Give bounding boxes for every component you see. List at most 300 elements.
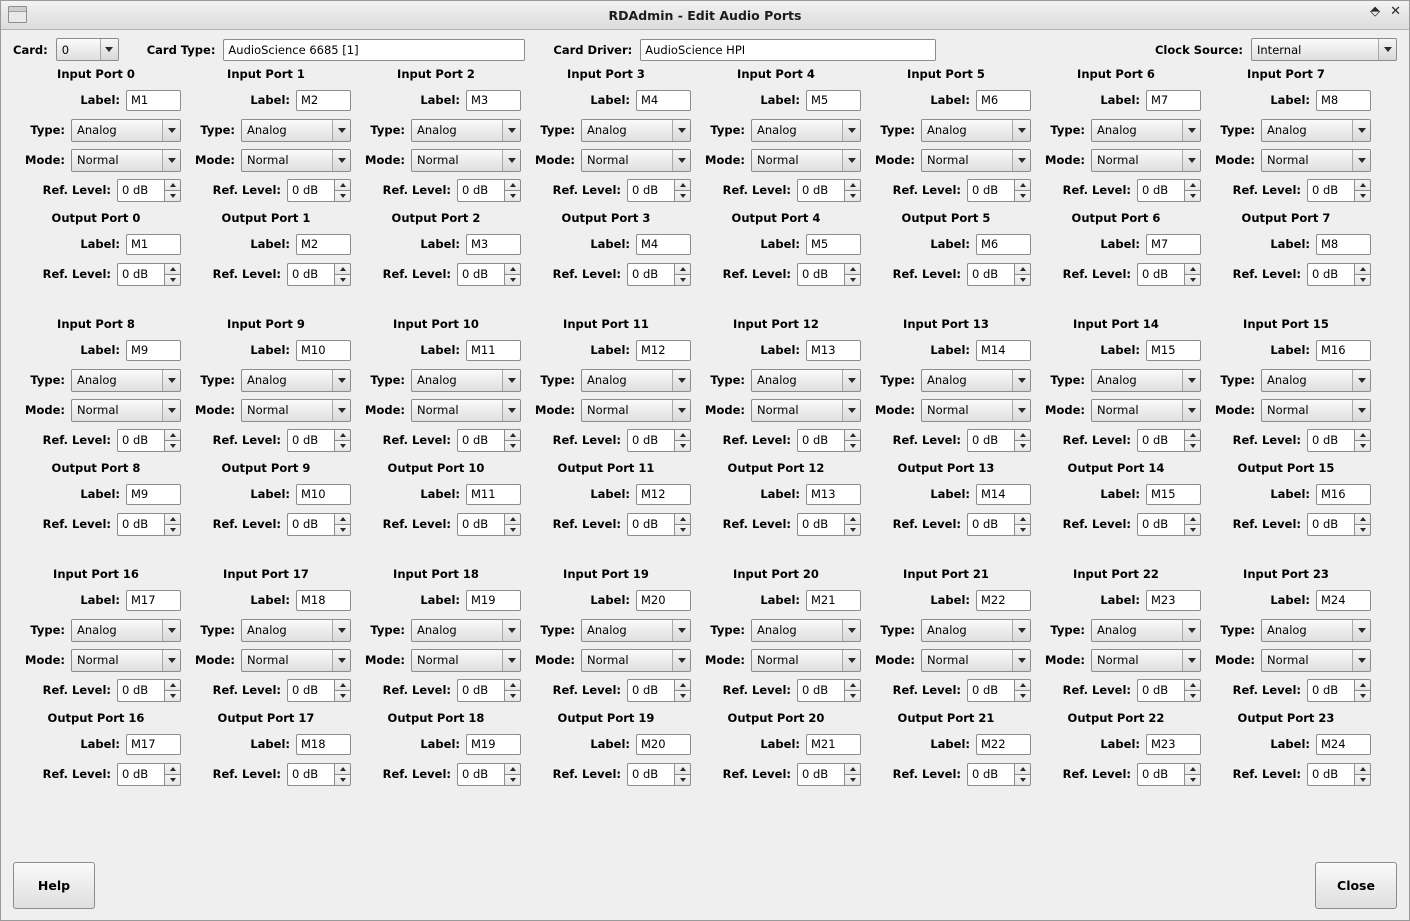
output-ref-level-stepper[interactable] <box>1307 763 1371 786</box>
card-select-value: 0 <box>61 42 70 57</box>
input-ref-level-stepper[interactable] <box>117 679 181 702</box>
input-mode-select[interactable] <box>71 149 181 172</box>
label-caption: Label: <box>250 737 290 751</box>
spinner-down-icon[interactable] <box>1184 190 1201 202</box>
output-ref-level-stepper[interactable] <box>287 263 351 286</box>
spinner-up-icon[interactable] <box>844 263 861 275</box>
spinner-down-icon[interactable] <box>1184 774 1201 786</box>
close-button[interactable]: Close <box>1315 862 1397 909</box>
card-type-input[interactable] <box>223 39 525 61</box>
spinner-up-icon[interactable] <box>1014 513 1031 525</box>
spinner-up-icon[interactable] <box>504 763 521 775</box>
input-label-input[interactable] <box>806 90 861 111</box>
output-label-input[interactable] <box>806 234 861 255</box>
output-ref-level-stepper[interactable] <box>627 513 691 536</box>
ref-level-caption: Ref. Level: <box>382 517 451 531</box>
input-ref-level-stepper-value: 0 dB <box>967 429 1014 452</box>
spinner-up-icon[interactable] <box>334 679 351 691</box>
input-type-select[interactable] <box>1261 619 1371 642</box>
spinner-up-icon[interactable] <box>1184 179 1201 191</box>
input-mode-select[interactable] <box>581 649 691 672</box>
input-mode-select[interactable] <box>1261 149 1371 172</box>
input-label-input[interactable] <box>636 340 691 361</box>
input-mode-select[interactable] <box>1091 649 1201 672</box>
spinner-down-icon[interactable] <box>674 440 691 452</box>
spinner-down-icon[interactable] <box>164 524 181 536</box>
output-ref-level-stepper[interactable] <box>797 263 861 286</box>
spinner-up-icon[interactable] <box>1354 429 1371 441</box>
output-ref-level-field <box>691 759 861 789</box>
spinner-up-icon[interactable] <box>1014 763 1031 775</box>
output-label-input[interactable] <box>1316 234 1371 255</box>
spinner-down-icon[interactable] <box>1014 690 1031 702</box>
spinner-up-icon[interactable] <box>164 263 181 275</box>
output-ref-level-stepper[interactable] <box>1307 263 1371 286</box>
output-label-input[interactable] <box>636 234 691 255</box>
output-label-input[interactable] <box>296 234 351 255</box>
output-label-input[interactable] <box>636 734 691 755</box>
input-type-select[interactable] <box>581 119 691 142</box>
input-type-select[interactable] <box>1091 119 1201 142</box>
input-ref-level-stepper[interactable] <box>797 179 861 202</box>
spinner-up-icon[interactable] <box>504 179 521 191</box>
output-label-input[interactable] <box>126 234 181 255</box>
spinner-up-icon[interactable] <box>674 179 691 191</box>
output-ref-level-stepper[interactable] <box>967 763 1031 786</box>
output-label-input[interactable] <box>976 734 1031 755</box>
output-label-input[interactable] <box>1316 734 1371 755</box>
input-type-select[interactable] <box>581 619 691 642</box>
spinner-down-icon[interactable] <box>1014 440 1031 452</box>
output-label-input[interactable] <box>1316 484 1371 505</box>
spinner-down-icon[interactable] <box>504 690 521 702</box>
input-ref-level-stepper[interactable] <box>117 429 181 452</box>
output-ref-level-stepper[interactable] <box>967 513 1031 536</box>
input-mode-select[interactable] <box>411 149 521 172</box>
input-ref-level-stepper[interactable] <box>287 429 351 452</box>
output-label-input[interactable] <box>636 484 691 505</box>
spinner-down-icon[interactable] <box>334 440 351 452</box>
input-type-field <box>691 365 861 395</box>
input-ref-level-stepper[interactable] <box>967 679 1031 702</box>
input-mode-select[interactable] <box>581 149 691 172</box>
input-mode-select[interactable] <box>411 649 521 672</box>
spinner-up-icon[interactable] <box>1014 429 1031 441</box>
spinner-up-icon[interactable] <box>334 513 351 525</box>
input-label-input[interactable] <box>126 590 181 611</box>
input-mode-select[interactable] <box>921 149 1031 172</box>
spinner-up-icon[interactable] <box>1184 513 1201 525</box>
spinner-down-icon[interactable] <box>164 274 181 286</box>
output-label-input[interactable] <box>466 234 521 255</box>
input-ref-level-stepper[interactable] <box>967 429 1031 452</box>
spinner-down-icon[interactable] <box>504 190 521 202</box>
spinner-down-icon[interactable] <box>674 190 691 202</box>
input-ref-level-stepper-buttons <box>1014 429 1031 452</box>
spinner-down-icon[interactable] <box>674 274 691 286</box>
output-port-title: Output Port 9 <box>221 461 311 475</box>
spinner-up-icon[interactable] <box>844 763 861 775</box>
output-label-input[interactable] <box>976 484 1031 505</box>
input-type-select[interactable] <box>751 119 861 142</box>
input-type-select[interactable] <box>71 619 181 642</box>
spinner-down-icon[interactable] <box>844 524 861 536</box>
input-mode-select[interactable] <box>921 649 1031 672</box>
card-driver-input[interactable] <box>640 39 936 61</box>
input-label-input[interactable] <box>1146 90 1201 111</box>
input-type-select[interactable] <box>411 369 521 392</box>
input-label-input[interactable] <box>296 90 351 111</box>
output-label-field <box>1201 229 1371 259</box>
spinner-up-icon[interactable] <box>844 679 861 691</box>
ref-level-caption: Ref. Level: <box>552 517 621 531</box>
output-ref-level-stepper[interactable] <box>1137 263 1201 286</box>
output-ref-level-stepper[interactable] <box>117 513 181 536</box>
spinner-down-icon[interactable] <box>1354 690 1371 702</box>
spinner-down-icon[interactable] <box>1354 274 1371 286</box>
spinner-up-icon[interactable] <box>1354 679 1371 691</box>
input-mode-select[interactable] <box>71 649 181 672</box>
spinner-down-icon[interactable] <box>504 274 521 286</box>
mode-caption: Mode: <box>365 153 405 167</box>
spinner-up-icon[interactable] <box>674 679 691 691</box>
input-type-select[interactable] <box>1261 119 1371 142</box>
input-mode-select[interactable] <box>411 399 521 422</box>
output-port-title: Output Port 23 <box>1237 711 1335 725</box>
spinner-up-icon[interactable] <box>164 763 181 775</box>
input-mode-select[interactable] <box>71 399 181 422</box>
spinner-up-icon[interactable] <box>504 429 521 441</box>
input-type-select[interactable] <box>921 119 1031 142</box>
spinner-down-icon[interactable] <box>1184 524 1201 536</box>
input-mode-field <box>11 145 181 175</box>
spinner-up-icon[interactable] <box>164 513 181 525</box>
spinner-up-icon[interactable] <box>1184 263 1201 275</box>
ref-level-caption: Ref. Level: <box>892 767 961 781</box>
input-label-input[interactable] <box>1316 90 1371 111</box>
input-type-select[interactable] <box>1091 619 1201 642</box>
output-ref-level-stepper[interactable] <box>797 763 861 786</box>
input-type-select-value: Analog <box>77 623 117 637</box>
input-label-input[interactable] <box>466 590 521 611</box>
input-ref-level-stepper[interactable] <box>117 179 181 202</box>
input-type-select[interactable] <box>411 119 521 142</box>
output-ref-level-stepper[interactable] <box>117 263 181 286</box>
input-port-title: Input Port 1 <box>227 67 305 81</box>
input-mode-field <box>521 395 691 425</box>
input-label-input[interactable] <box>1146 340 1201 361</box>
input-ref-level-stepper-value: 0 dB <box>117 429 164 452</box>
ref-level-caption: Ref. Level: <box>382 267 451 281</box>
input-type-select[interactable] <box>581 369 691 392</box>
spinner-up-icon[interactable] <box>674 763 691 775</box>
maximize-icon[interactable]: ⬘ <box>1370 4 1381 19</box>
spinner-up-icon[interactable] <box>164 179 181 191</box>
output-port-cell <box>861 211 1031 289</box>
ref-level-caption: Ref. Level: <box>892 267 961 281</box>
input-ref-level-stepper[interactable] <box>1137 429 1201 452</box>
input-type-select[interactable] <box>241 369 351 392</box>
input-mode-select[interactable] <box>751 399 861 422</box>
input-ref-level-stepper[interactable] <box>1137 179 1201 202</box>
output-ref-level-stepper[interactable] <box>967 263 1031 286</box>
spinner-down-icon[interactable] <box>844 774 861 786</box>
input-ref-level-stepper[interactable] <box>797 429 861 452</box>
input-type-select[interactable] <box>751 619 861 642</box>
input-label-field <box>1201 335 1371 365</box>
spinner-up-icon[interactable] <box>164 429 181 441</box>
input-mode-select[interactable] <box>1091 149 1201 172</box>
input-type-select[interactable] <box>71 369 181 392</box>
output-ref-level-stepper[interactable] <box>287 513 351 536</box>
output-ref-level-stepper[interactable] <box>457 513 521 536</box>
spinner-down-icon[interactable] <box>844 190 861 202</box>
spinner-down-icon[interactable] <box>1354 440 1371 452</box>
spinner-down-icon[interactable] <box>674 690 691 702</box>
spinner-down-icon[interactable] <box>844 690 861 702</box>
label-caption: Label: <box>1270 343 1310 357</box>
spinner-down-icon[interactable] <box>1014 274 1031 286</box>
spinner-down-icon[interactable] <box>1184 690 1201 702</box>
spinner-up-icon[interactable] <box>334 263 351 275</box>
input-mode-select[interactable] <box>1091 399 1201 422</box>
input-ref-level-stepper[interactable] <box>627 429 691 452</box>
spinner-up-icon[interactable] <box>844 429 861 441</box>
spinner-up-icon[interactable] <box>504 513 521 525</box>
label-caption: Label: <box>930 593 970 607</box>
input-port-block <box>11 567 1399 705</box>
chevron-down-icon <box>1352 400 1370 421</box>
input-type-select[interactable] <box>241 619 351 642</box>
output-ref-level-stepper[interactable] <box>627 763 691 786</box>
input-ref-level-stepper[interactable] <box>1307 179 1371 202</box>
output-ref-level-stepper[interactable] <box>1137 513 1201 536</box>
input-label-input[interactable] <box>636 90 691 111</box>
spinner-up-icon[interactable] <box>1014 179 1031 191</box>
spinner-up-icon[interactable] <box>1354 763 1371 775</box>
output-label-input[interactable] <box>296 734 351 755</box>
input-mode-select[interactable] <box>241 649 351 672</box>
spinner-up-icon[interactable] <box>1014 679 1031 691</box>
output-ref-level-stepper[interactable] <box>287 763 351 786</box>
output-label-input[interactable] <box>806 484 861 505</box>
input-label-input[interactable] <box>976 90 1031 111</box>
output-ref-level-stepper[interactable] <box>117 763 181 786</box>
input-ref-level-stepper[interactable] <box>287 679 351 702</box>
output-label-field <box>351 479 521 509</box>
output-label-field <box>351 729 521 759</box>
spinner-down-icon[interactable] <box>1014 524 1031 536</box>
output-label-input[interactable] <box>466 484 521 505</box>
output-ref-level-stepper[interactable] <box>627 263 691 286</box>
spinner-up-icon[interactable] <box>844 513 861 525</box>
spinner-up-icon[interactable] <box>1184 429 1201 441</box>
spinner-down-icon[interactable] <box>844 274 861 286</box>
label-caption: Label: <box>420 737 460 751</box>
spinner-down-icon[interactable] <box>334 190 351 202</box>
output-label-input[interactable] <box>296 484 351 505</box>
input-port-cell <box>861 567 1031 705</box>
ref-level-caption: Ref. Level: <box>1232 517 1301 531</box>
input-port-cell <box>691 567 861 705</box>
spinner-down-icon[interactable] <box>164 774 181 786</box>
help-button[interactable]: Help <box>13 862 95 909</box>
spinner-down-icon[interactable] <box>504 524 521 536</box>
input-ref-level-stepper[interactable] <box>627 679 691 702</box>
ref-level-caption: Ref. Level: <box>212 767 281 781</box>
output-label-input[interactable] <box>126 734 181 755</box>
output-label-input[interactable] <box>466 734 521 755</box>
input-ref-level-stepper-buttons <box>844 179 861 202</box>
card-select[interactable] <box>56 38 119 61</box>
output-ref-level-stepper[interactable] <box>1307 513 1371 536</box>
spinner-down-icon[interactable] <box>164 690 181 702</box>
input-type-select[interactable] <box>71 119 181 142</box>
input-label-input[interactable] <box>636 590 691 611</box>
spinner-down-icon[interactable] <box>504 774 521 786</box>
input-label-input[interactable] <box>806 340 861 361</box>
input-label-input[interactable] <box>1316 590 1371 611</box>
output-label-input[interactable] <box>1146 234 1201 255</box>
spinner-down-icon[interactable] <box>844 440 861 452</box>
input-type-select[interactable] <box>1091 369 1201 392</box>
spinner-down-icon[interactable] <box>334 774 351 786</box>
spinner-down-icon[interactable] <box>674 774 691 786</box>
input-label-input[interactable] <box>806 590 861 611</box>
spinner-up-icon[interactable] <box>504 679 521 691</box>
spinner-down-icon[interactable] <box>164 440 181 452</box>
chevron-down-icon <box>332 120 350 141</box>
spinner-up-icon[interactable] <box>674 429 691 441</box>
clock-source-select[interactable] <box>1251 38 1397 61</box>
output-ref-level-stepper[interactable] <box>797 513 861 536</box>
spinner-down-icon[interactable] <box>334 524 351 536</box>
input-label-input[interactable] <box>296 590 351 611</box>
input-type-select[interactable] <box>241 119 351 142</box>
output-label-input[interactable] <box>806 734 861 755</box>
output-label-input[interactable] <box>976 234 1031 255</box>
input-label-input[interactable] <box>976 590 1031 611</box>
input-label-input[interactable] <box>1146 590 1201 611</box>
spinner-down-icon[interactable] <box>164 190 181 202</box>
spinner-down-icon[interactable] <box>334 274 351 286</box>
input-ref-level-stepper[interactable] <box>1137 679 1201 702</box>
chevron-down-icon <box>672 370 690 391</box>
chevron-down-icon <box>162 400 180 421</box>
spinner-up-icon[interactable] <box>1014 263 1031 275</box>
input-mode-select[interactable] <box>1261 399 1371 422</box>
input-type-select[interactable] <box>921 619 1031 642</box>
output-label-input[interactable] <box>1146 734 1201 755</box>
spinner-down-icon[interactable] <box>1184 440 1201 452</box>
input-label-input[interactable] <box>466 340 521 361</box>
input-mode-select[interactable] <box>1261 649 1371 672</box>
input-mode-select[interactable] <box>581 399 691 422</box>
spinner-down-icon[interactable] <box>1014 774 1031 786</box>
input-ref-level-stepper[interactable] <box>1307 429 1371 452</box>
spinner-up-icon[interactable] <box>1354 513 1371 525</box>
input-type-select[interactable] <box>921 369 1031 392</box>
input-label-input[interactable] <box>976 340 1031 361</box>
input-mode-select[interactable] <box>751 649 861 672</box>
chevron-down-icon <box>842 370 860 391</box>
spinner-up-icon[interactable] <box>334 429 351 441</box>
spinner-down-icon[interactable] <box>1354 524 1371 536</box>
input-type-select[interactable] <box>411 619 521 642</box>
chevron-down-icon <box>672 150 690 171</box>
input-label-input[interactable] <box>1316 340 1371 361</box>
output-label-input[interactable] <box>126 484 181 505</box>
spinner-up-icon[interactable] <box>504 263 521 275</box>
output-port-cell <box>351 711 521 789</box>
label-caption: Label: <box>1270 93 1310 107</box>
spinner-down-icon[interactable] <box>674 524 691 536</box>
mode-caption: Mode: <box>705 403 745 417</box>
input-ref-level-stepper[interactable] <box>1307 679 1371 702</box>
input-mode-select[interactable] <box>241 399 351 422</box>
input-port-cell <box>1031 67 1201 205</box>
output-ref-level-stepper[interactable] <box>457 263 521 286</box>
input-label-input[interactable] <box>296 340 351 361</box>
input-label-input[interactable] <box>466 90 521 111</box>
input-mode-select[interactable] <box>751 149 861 172</box>
spinner-up-icon[interactable] <box>674 263 691 275</box>
output-ref-level-stepper-value: 0 dB <box>1137 513 1184 536</box>
input-ref-level-stepper[interactable] <box>457 679 521 702</box>
output-ref-level-stepper[interactable] <box>457 763 521 786</box>
spinner-down-icon[interactable] <box>1184 274 1201 286</box>
input-mode-select[interactable] <box>921 399 1031 422</box>
input-label-input[interactable] <box>126 90 181 111</box>
spinner-up-icon[interactable] <box>334 179 351 191</box>
spinner-down-icon[interactable] <box>1014 190 1031 202</box>
spinner-up-icon[interactable] <box>1354 263 1371 275</box>
input-ref-level-stepper[interactable] <box>797 679 861 702</box>
input-ref-level-stepper[interactable] <box>457 429 521 452</box>
input-ref-level-stepper[interactable] <box>627 179 691 202</box>
spinner-down-icon[interactable] <box>1354 190 1371 202</box>
input-mode-field <box>351 395 521 425</box>
spinner-up-icon[interactable] <box>334 763 351 775</box>
card-type-label: Card Type: <box>146 42 216 57</box>
spinner-down-icon[interactable] <box>334 690 351 702</box>
mode-caption: Mode: <box>1215 653 1255 667</box>
output-label-field <box>181 729 351 759</box>
spinner-up-icon[interactable] <box>164 679 181 691</box>
type-caption: Type: <box>370 123 405 137</box>
output-label-field <box>861 729 1031 759</box>
output-port-cell <box>691 461 861 539</box>
input-type-select[interactable] <box>751 369 861 392</box>
input-type-select[interactable] <box>1261 369 1371 392</box>
spinner-up-icon[interactable] <box>1184 763 1201 775</box>
input-label-input[interactable] <box>126 340 181 361</box>
spinner-down-icon[interactable] <box>504 440 521 452</box>
spinner-down-icon[interactable] <box>1354 774 1371 786</box>
spinner-up-icon[interactable] <box>1354 179 1371 191</box>
output-ref-level-stepper[interactable] <box>1137 763 1201 786</box>
input-ref-level-stepper[interactable] <box>457 179 521 202</box>
output-ref-level-field <box>1031 759 1201 789</box>
spinner-up-icon[interactable] <box>1184 679 1201 691</box>
input-ref-level-stepper[interactable] <box>967 179 1031 202</box>
input-ref-level-stepper[interactable] <box>287 179 351 202</box>
spinner-up-icon[interactable] <box>844 179 861 191</box>
close-icon[interactable]: ✕ <box>1390 4 1401 19</box>
input-mode-select[interactable] <box>241 149 351 172</box>
output-label-input[interactable] <box>1146 484 1201 505</box>
spinner-up-icon[interactable] <box>674 513 691 525</box>
